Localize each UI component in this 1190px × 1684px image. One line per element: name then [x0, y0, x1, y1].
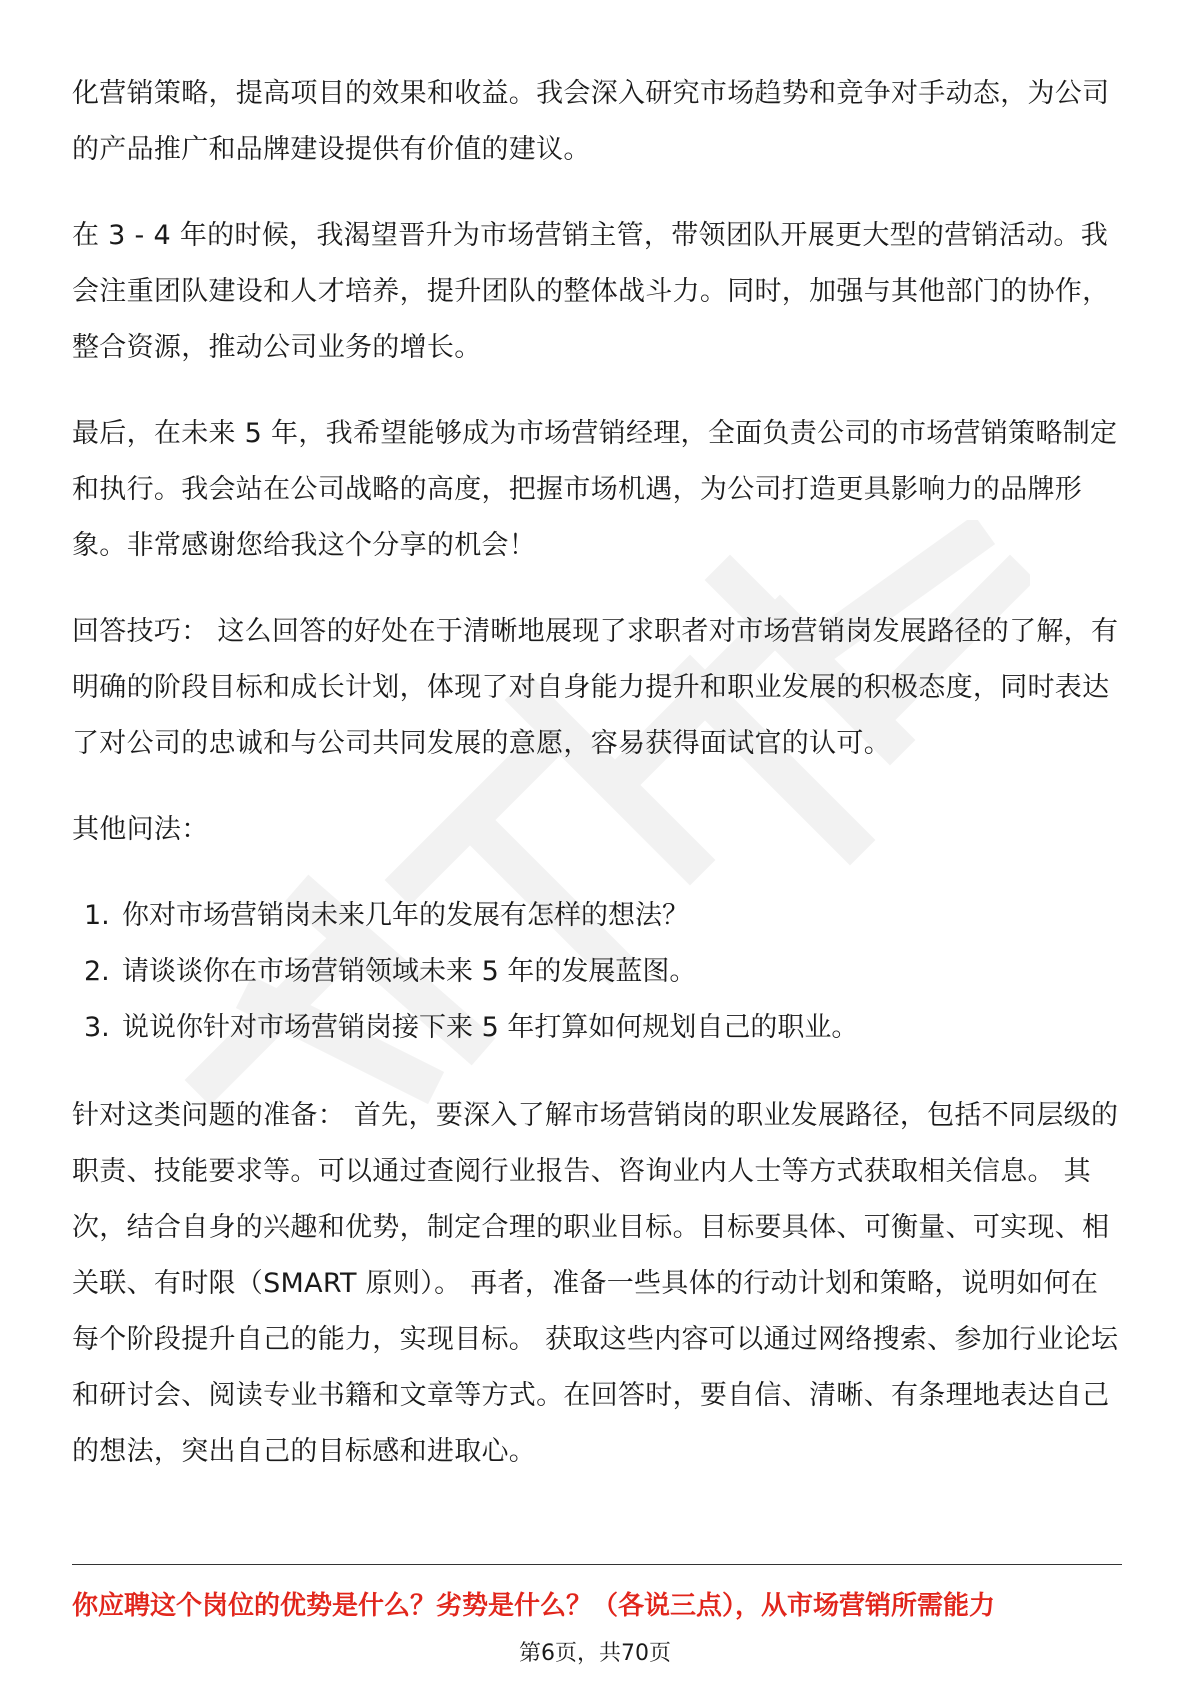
paragraph-5-years: 最后，在未来 5 年，我希望能够成为市场营销经理，全面负责公司的市场营销策略制定和执行。我会站在公司战略的高度，把握市场机遇，为公司打造更具影响力的品牌形象。非常感谢您给我这个分享的机会！ — [72, 418, 1118, 561]
paragraph-other-questions-heading: 其他问法： — [72, 814, 209, 845]
page-number: 第6页，共70页 — [519, 1641, 671, 1666]
footer-divider — [72, 1564, 1122, 1565]
list-item — [72, 944, 1122, 1000]
alternative-questions-list — [72, 888, 1122, 1056]
list-item-number: 2. — [84, 956, 110, 987]
list-item-text: 请谈谈你在市场营销领域未来 5 年的发展蓝图。 — [122, 956, 697, 987]
list-item-text: 你对市场营销岗未来几年的发展有怎样的想法？ — [122, 900, 689, 931]
paragraph-answer-tips: 回答技巧： 这么回答的好处在于清晰地展现了求职者对市场营销岗发展路径的了解，有明确的阶段目标和成长计划，体现了对自身能力提升和职业发展的积极态度，同时表达了对公司的忠诚和与公司共同发展的意愿，容易获得面试官的认可。 — [72, 616, 1119, 759]
next-question-heading: 你应聘这个岗位的优势是什么？劣势是什么？（各说三点），从市场营销所需能力 — [72, 1591, 996, 1621]
paragraph-3-4-years: 在 3 - 4 年的时候，我渴望晋升为市场营销主管，带领团队开展更大型的营销活动。我会注重团队建设和人才培养，提升团队的整体战斗力。同时，加强与其他部门的协作，整合资源，推动公司业务的增长。 — [72, 220, 1110, 363]
document-body — [72, 66, 1122, 1510]
list-item — [72, 888, 1122, 944]
list-item-number: 1. — [84, 900, 110, 931]
list-item — [72, 1000, 1122, 1056]
list-item-text: 说说你针对市场营销岗接下来 5 年打算如何规划自己的职业。 — [122, 1012, 859, 1043]
paragraph-preparation: 针对这类问题的准备： 首先，要深入了解市场营销岗的职业发展路径，包括不同层级的职责、技能要求等。可以通过查阅行业报告、咨询业内人士等方式获取相关信息。 其次，结合自身的兴趣和优势，制定合理的职业目标。目标要具体、可衡量、可实现、相关联、有时限（SMART 原则）。 再者，准备一些具体的行动计划和策略，说明如何在每个阶段提升自己的能力，实现目标。 获取这些内容可以通过网络搜索、参加行业论坛和研讨会、阅读专业书籍和文章等方式。在回答时，要自信、清晰、有条理地表达自己的想法，突出自己的目标感和进取心。 — [72, 1100, 1119, 1467]
list-item-number: 3. — [84, 1012, 110, 1043]
paragraph-marketing-strategy: 化营销策略，提高项目的效果和收益。我会深入研究市场趋势和竞争对手动态，为公司的产品推广和品牌建设提供有价值的建议。 — [72, 78, 1110, 165]
